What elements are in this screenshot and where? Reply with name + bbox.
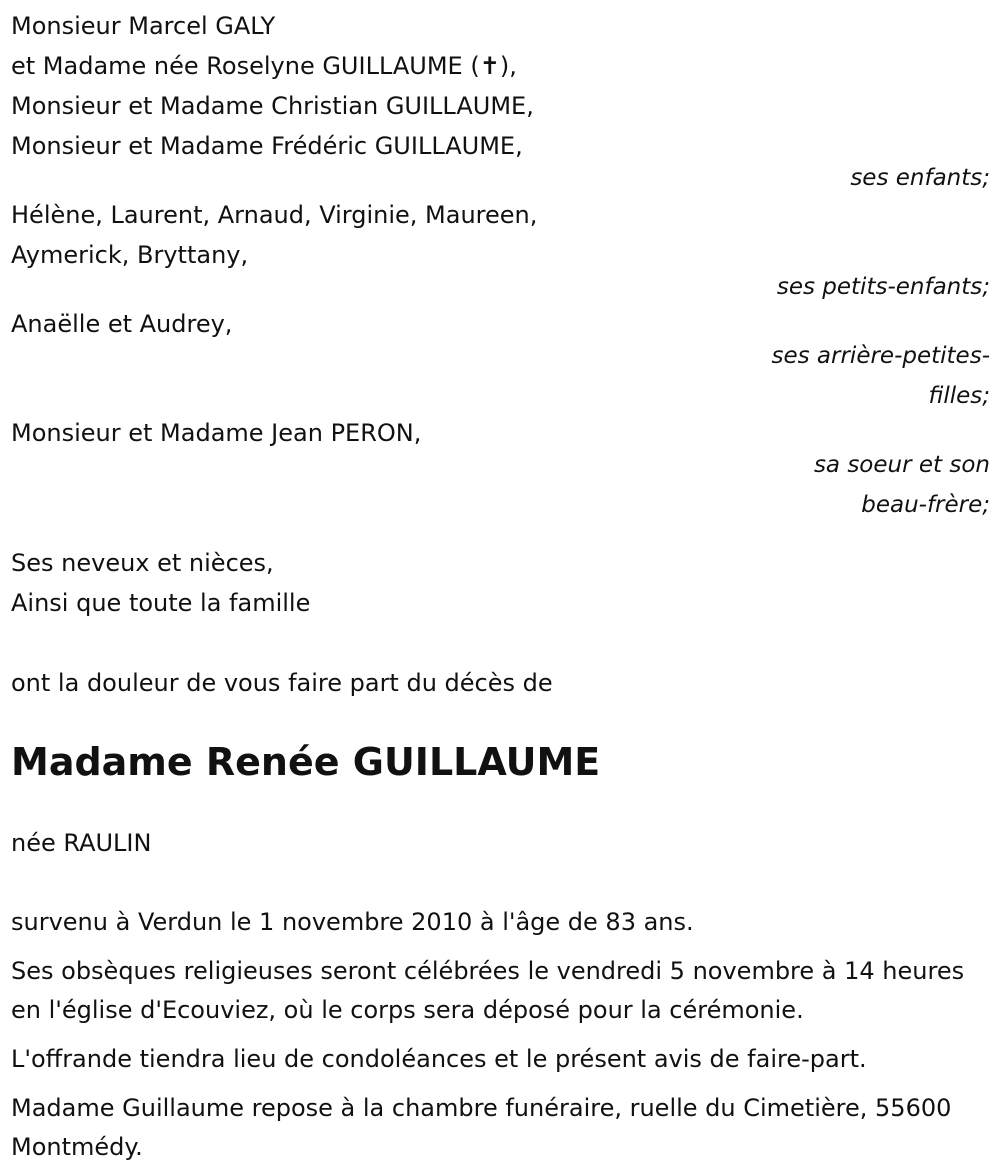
relation-label: ses enfants; bbox=[850, 165, 990, 191]
family-line: Monsieur et Madame Christian GUILLAUME, bbox=[11, 92, 534, 120]
relation-label: sa soeur et son bbox=[813, 452, 990, 478]
family-line: Monsieur et Madame Frédéric GUILLAUME, bbox=[11, 132, 523, 160]
family-line: Monsieur et Madame Jean PERON, bbox=[11, 419, 422, 447]
relation-label: filles; bbox=[928, 383, 990, 409]
family-line: Aymerick, Bryttany, bbox=[11, 241, 249, 269]
family-line: Anaëlle et Audrey, bbox=[11, 310, 233, 338]
great-grandchildren-group bbox=[11, 304, 990, 416]
detail-paragraph: Ses obsèques religieuses seront célébrées le vendredi 5 novembre à 14 heures en l'église d'Ecouviez, où le corps sera déposé pour la cérémonie. bbox=[11, 957, 965, 1024]
family-line: Monsieur Marcel GALY bbox=[11, 12, 276, 40]
detail-paragraph: L'offrande tiendra lieu de condoléances et le présent avis de faire-part. bbox=[11, 1045, 867, 1073]
relation-label: ses arrière-petites- bbox=[771, 343, 990, 369]
children-group bbox=[11, 0, 990, 198]
intro-text: ont la douleur de vous faire part du décès de bbox=[11, 669, 553, 697]
family-line: et Madame née Roselyne GUILLAUME (✝), bbox=[11, 52, 517, 80]
relation-label: ses petits-enfants; bbox=[776, 274, 990, 300]
detail-paragraph: survenu à Verdun le 1 novembre 2010 à l'âge de 83 ans. bbox=[11, 908, 694, 936]
family-group bbox=[11, 543, 990, 623]
relation-label: beau-frère; bbox=[861, 492, 990, 518]
family-line: Hélène, Laurent, Arnaud, Virginie, Maureen, bbox=[11, 201, 538, 229]
family-line: Ainsi que toute la famille bbox=[11, 589, 311, 617]
deceased-name: Madame Renée GUILLAUME bbox=[11, 740, 601, 784]
family-line: Ses neveux et nièces, bbox=[11, 549, 274, 577]
sister-group bbox=[11, 413, 990, 525]
maiden-name: née RAULIN bbox=[11, 829, 152, 857]
detail-paragraph: Madame Guillaume repose à la chambre funéraire, ruelle du Cimetière, 55600 Montmédy. bbox=[11, 1094, 952, 1161]
details bbox=[11, 903, 990, 1167]
grandchildren-group bbox=[11, 195, 990, 307]
